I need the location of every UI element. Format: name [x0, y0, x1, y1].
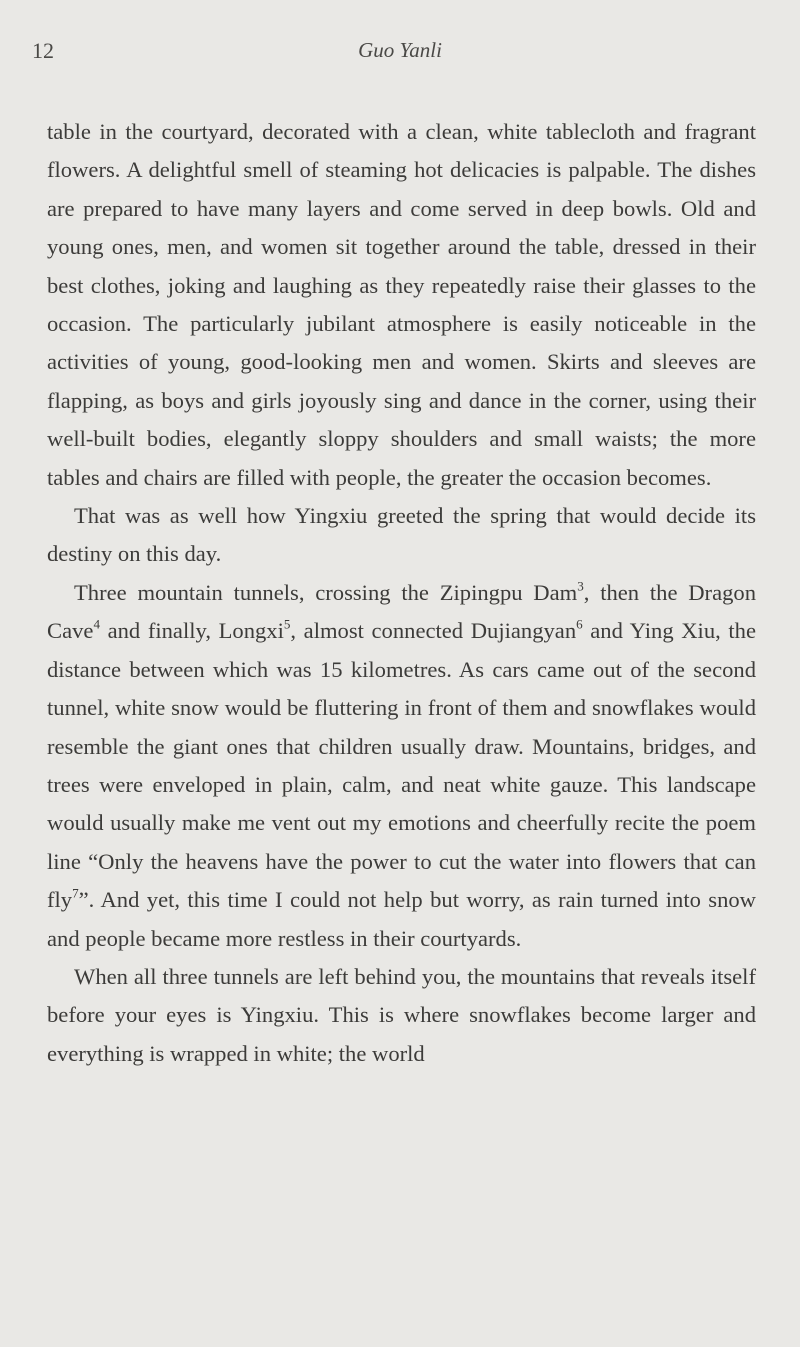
- paragraph-p3: [47, 574, 756, 958]
- footnote-ref: 6: [576, 616, 583, 632]
- paragraph-p2: [47, 497, 756, 574]
- paragraph-text: table in the courtyard, decorated with a clean, white tablecloth and fragrant flowers. A delightful smell of steaming hot delicacies is palpable. The dishes are prepared to have many layers and come served in deep bowls. Old and young ones, men, and women sit together around the table, dressed in their best clothes, joking and laughing as they repeatedly raise their glasses to the occasion. The particularly jubilant atmosphere is easily noticeable in the activities of young, good-looking men and women. Skirts and sleeves are flapping, as boys and girls joyously sing and dance in the corner, using their well-built bodies, elegantly sloppy shoulders and small waists; the more tables and chairs are filled with people, the greater the occasion becomes.: [47, 119, 756, 490]
- paragraph-text: Three mountain tunnels, crossing the Zipingpu Dam: [74, 579, 578, 605]
- paragraph-p4: [47, 958, 756, 1073]
- body-text: [47, 113, 756, 1073]
- footnote-ref: 7: [72, 885, 79, 901]
- paragraph-text: , almost connected Dujiangyan: [290, 618, 577, 644]
- paragraph-p1: [47, 113, 756, 497]
- footnote-ref: 4: [93, 616, 100, 632]
- running-title: Guo Yanli: [358, 38, 442, 62]
- footnote-ref: 3: [577, 578, 584, 594]
- page-number: 12: [32, 38, 54, 63]
- paragraph-text: That was as well how Yingxiu greeted the spring that would decide its destiny on this day.: [47, 503, 756, 567]
- paragraph-text: ”. And yet, this time I could not help but worry, as rain turned into snow and people became more restless in their courtyards.: [47, 887, 756, 951]
- paragraph-text: When all three tunnels are left behind you, the mountains that reveals itself before your eyes is Yingxiu. This is where snowflakes become larger and everything is wrapped in white; the world: [47, 963, 756, 1066]
- paragraph-text: and finally, Longxi: [99, 618, 284, 644]
- running-header: [32, 38, 768, 70]
- footnote-ref: 5: [283, 616, 291, 632]
- paragraph-text: , then the Dragon Cave: [47, 579, 757, 644]
- paragraph-text: and Ying Xiu, the distance between which was 15 kilometres. As cars came out of the second tunnel, white snow would be fluttering in front of them and snowflakes would resemble the giant ones that children usually draw. Mountains, bridges, and trees were enveloped in plain, calm, and neat white gauze. This landscape would usually make me vent out my emotions and cheerfully recite the poem line “Only the heavens have the power to cut the water into flowers that can fly: [47, 618, 756, 913]
